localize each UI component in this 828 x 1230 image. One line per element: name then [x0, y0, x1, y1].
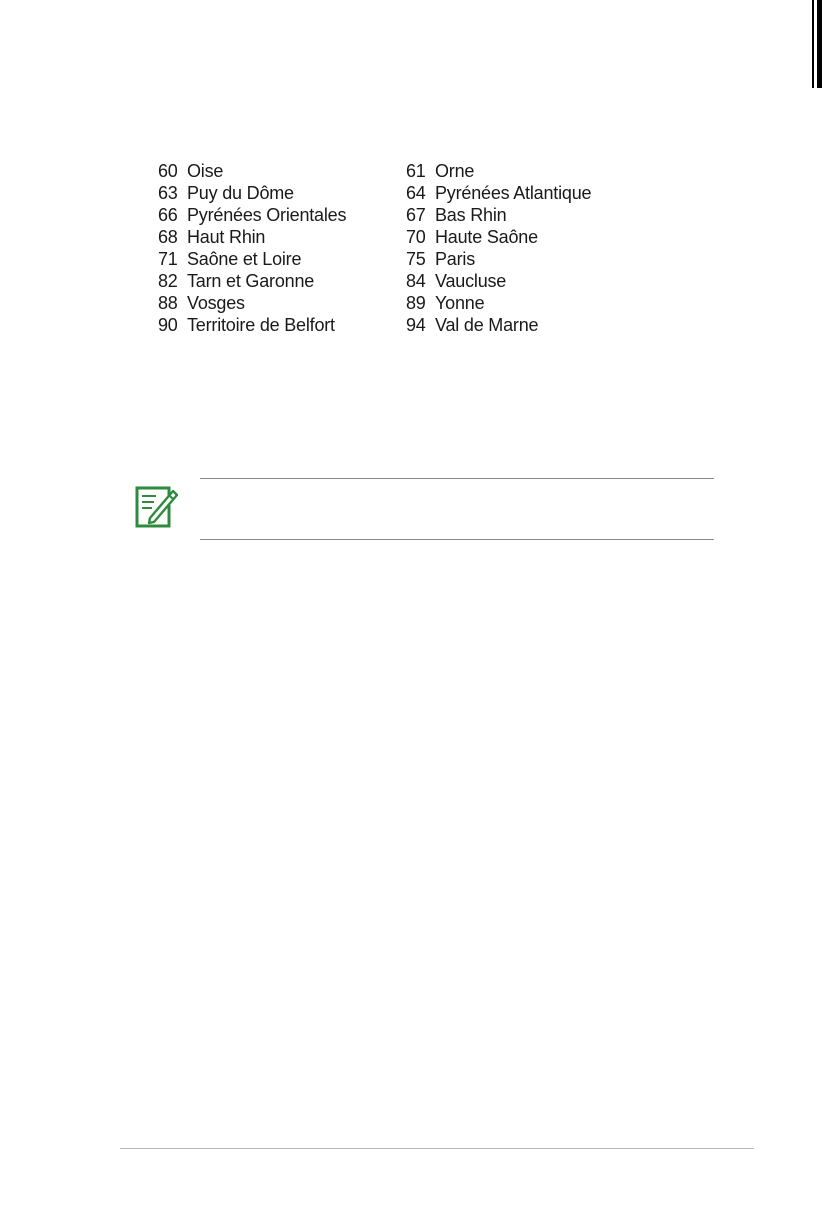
department-code: 66: [158, 205, 178, 225]
note-box: [134, 478, 714, 540]
note-pencil-icon: [134, 482, 178, 530]
department-row: [406, 248, 666, 270]
department-name: Vosges: [187, 293, 245, 313]
department-name: Orne: [435, 161, 475, 181]
footer-rule: [120, 1148, 754, 1149]
department-name: Tarn et Garonne: [187, 271, 315, 291]
department-name: Oise: [187, 161, 224, 181]
department-row: [406, 160, 666, 182]
department-name: Val de Marne: [435, 315, 539, 335]
department-row: [158, 204, 398, 226]
department-row: [158, 248, 398, 270]
department-name: Paris: [435, 249, 476, 269]
department-name: Pyrénées Orientales: [187, 205, 347, 225]
department-row: [158, 292, 398, 314]
department-code: 82: [158, 271, 178, 291]
department-row: [158, 270, 398, 292]
department-row: [158, 160, 398, 182]
page-edge-bar: [817, 0, 822, 88]
department-code: 67: [406, 205, 426, 225]
department-row: [406, 292, 666, 314]
department-row: [406, 204, 666, 226]
department-name: Saône et Loire: [187, 249, 302, 269]
page-edge-marker: [812, 0, 828, 88]
department-code: 75: [406, 249, 426, 269]
department-code: 63: [158, 183, 178, 203]
department-code: 64: [406, 183, 426, 203]
department-name: Territoire de Belfort: [187, 315, 335, 335]
department-row: [158, 226, 398, 248]
department-code: 71: [158, 249, 178, 269]
department-code: 68: [158, 227, 178, 247]
department-row: [406, 314, 666, 336]
department-name: Yonne: [435, 293, 485, 313]
department-code: 89: [406, 293, 426, 313]
department-code: 60: [158, 161, 178, 181]
department-row: [158, 182, 398, 204]
department-code: 70: [406, 227, 426, 247]
department-code: 84: [406, 271, 426, 291]
department-column-left: [158, 160, 398, 336]
department-row: [406, 226, 666, 248]
department-code: 94: [406, 315, 426, 335]
department-name: Puy du Dôme: [187, 183, 294, 203]
department-name: Haut Rhin: [187, 227, 266, 247]
department-code: 90: [158, 315, 178, 335]
department-name: Haute Saône: [435, 227, 538, 247]
note-bottom-rule: [200, 539, 714, 540]
department-name: Bas Rhin: [435, 205, 507, 225]
department-row: [158, 314, 398, 336]
department-row: [406, 270, 666, 292]
department-name: Vaucluse: [435, 271, 507, 291]
department-row: [406, 182, 666, 204]
department-column-right: [406, 160, 666, 336]
department-code: 61: [406, 161, 426, 181]
department-code: 88: [158, 293, 178, 313]
note-top-rule: [200, 478, 714, 479]
department-name: Pyrénées Atlantique: [435, 183, 592, 203]
